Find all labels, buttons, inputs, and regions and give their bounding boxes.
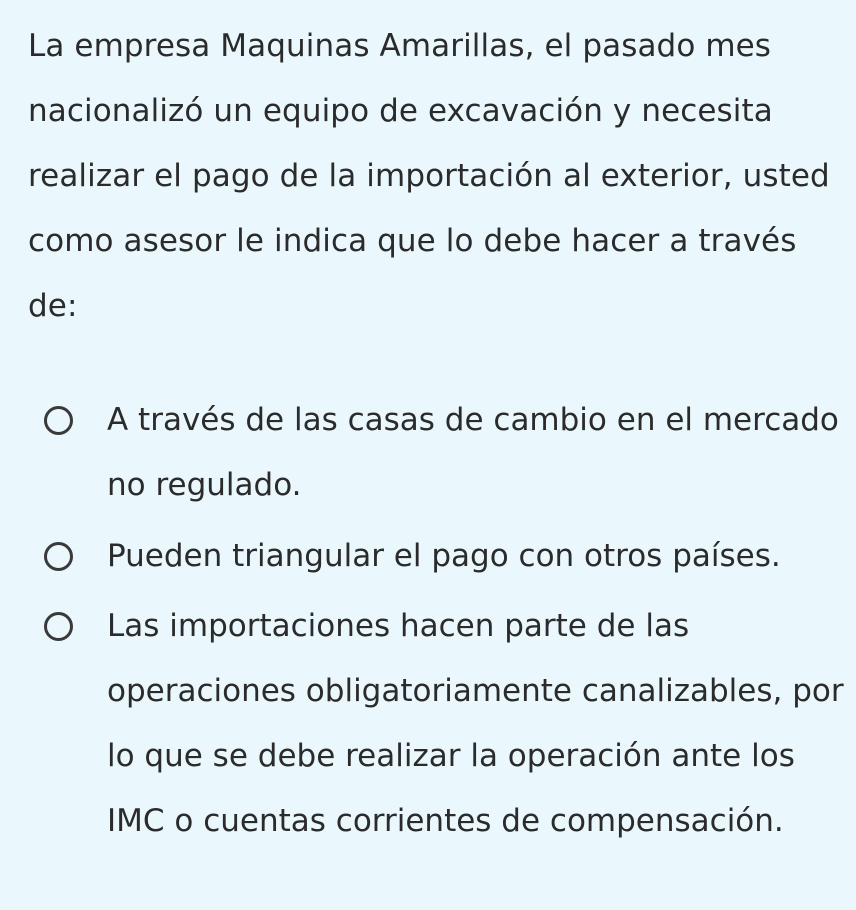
answer-option-label: Las importaciones hacen parte de las operaciones obligatoriamente canalizables, por lo que se debe realizar la operación ante los IMC o cuentas corrientes de compensación. (107, 608, 844, 839)
radio-unselected-icon[interactable] (44, 612, 73, 641)
answer-options (0, 384, 856, 910)
answer-option-b[interactable] (0, 520, 856, 590)
radio-unselected-icon[interactable] (44, 406, 73, 435)
radio-unselected-icon[interactable] (44, 542, 73, 571)
question-text: La empresa Maquinas Amarillas, el pasado mes nacionalizó un equipo de excavación y necesita realizar el pago de la importación al exterior, usted como asesor le indica que lo debe hacer a través de: (28, 28, 830, 324)
answer-option-c[interactable] (0, 590, 856, 910)
answer-option-label: Pueden triangular el pago con otros países. (107, 538, 781, 574)
answer-option-label: A través de las casas de cambio en el mercado no regulado. (107, 402, 839, 503)
answer-option-a[interactable] (0, 384, 856, 520)
